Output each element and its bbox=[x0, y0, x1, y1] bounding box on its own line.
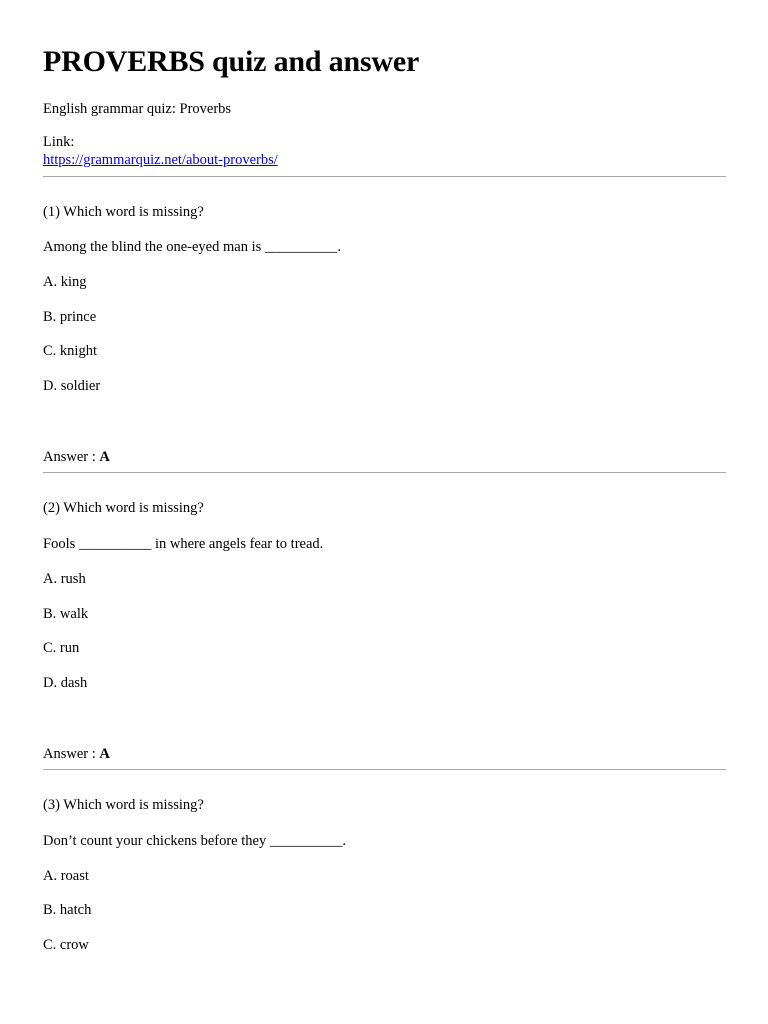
question-3-option-b: B. hatch bbox=[43, 902, 92, 918]
question-1-prompt: (1) Which word is missing? bbox=[43, 204, 204, 220]
question-2-prompt: (2) Which word is missing? bbox=[43, 500, 204, 516]
question-1-answer bbox=[43, 448, 110, 466]
question-1-option-a: A. king bbox=[43, 274, 87, 290]
question-2-option-d: D. dash bbox=[43, 675, 88, 691]
answer-label: Answer : bbox=[43, 746, 96, 762]
question-3-prompt: (3) Which word is missing? bbox=[43, 797, 204, 813]
question-2-option-a: A. rush bbox=[43, 571, 86, 587]
question-1-option-b: B. prince bbox=[43, 309, 97, 325]
divider bbox=[43, 769, 726, 770]
question-2-option-b: B. walk bbox=[43, 606, 89, 622]
question-2-option-c: C. run bbox=[43, 640, 80, 656]
answer-label: Answer : bbox=[43, 449, 96, 465]
source-link[interactable]: https://grammarquiz.net/about-proverbs/ bbox=[43, 152, 278, 168]
page-title: PROVERBS quiz and answer bbox=[43, 45, 420, 78]
answer-value: A bbox=[99, 449, 110, 465]
question-3-option-c: C. crow bbox=[43, 937, 89, 953]
question-1-sentence: Among the blind the one-eyed man is __________. bbox=[43, 239, 342, 255]
link-label: Link: bbox=[43, 134, 75, 150]
subtitle: English grammar quiz: Proverbs bbox=[43, 101, 232, 117]
divider bbox=[43, 176, 726, 177]
question-1-option-c: C. knight bbox=[43, 343, 97, 359]
question-3-sentence: Don’t count your chickens before they __________. bbox=[43, 833, 346, 849]
question-1-option-d: D. soldier bbox=[43, 378, 101, 394]
question-3-option-a: A. roast bbox=[43, 868, 89, 884]
divider bbox=[43, 472, 726, 473]
question-2-answer bbox=[43, 745, 110, 763]
answer-value: A bbox=[99, 746, 110, 762]
question-2-sentence: Fools __________ in where angels fear to tread. bbox=[43, 536, 324, 552]
